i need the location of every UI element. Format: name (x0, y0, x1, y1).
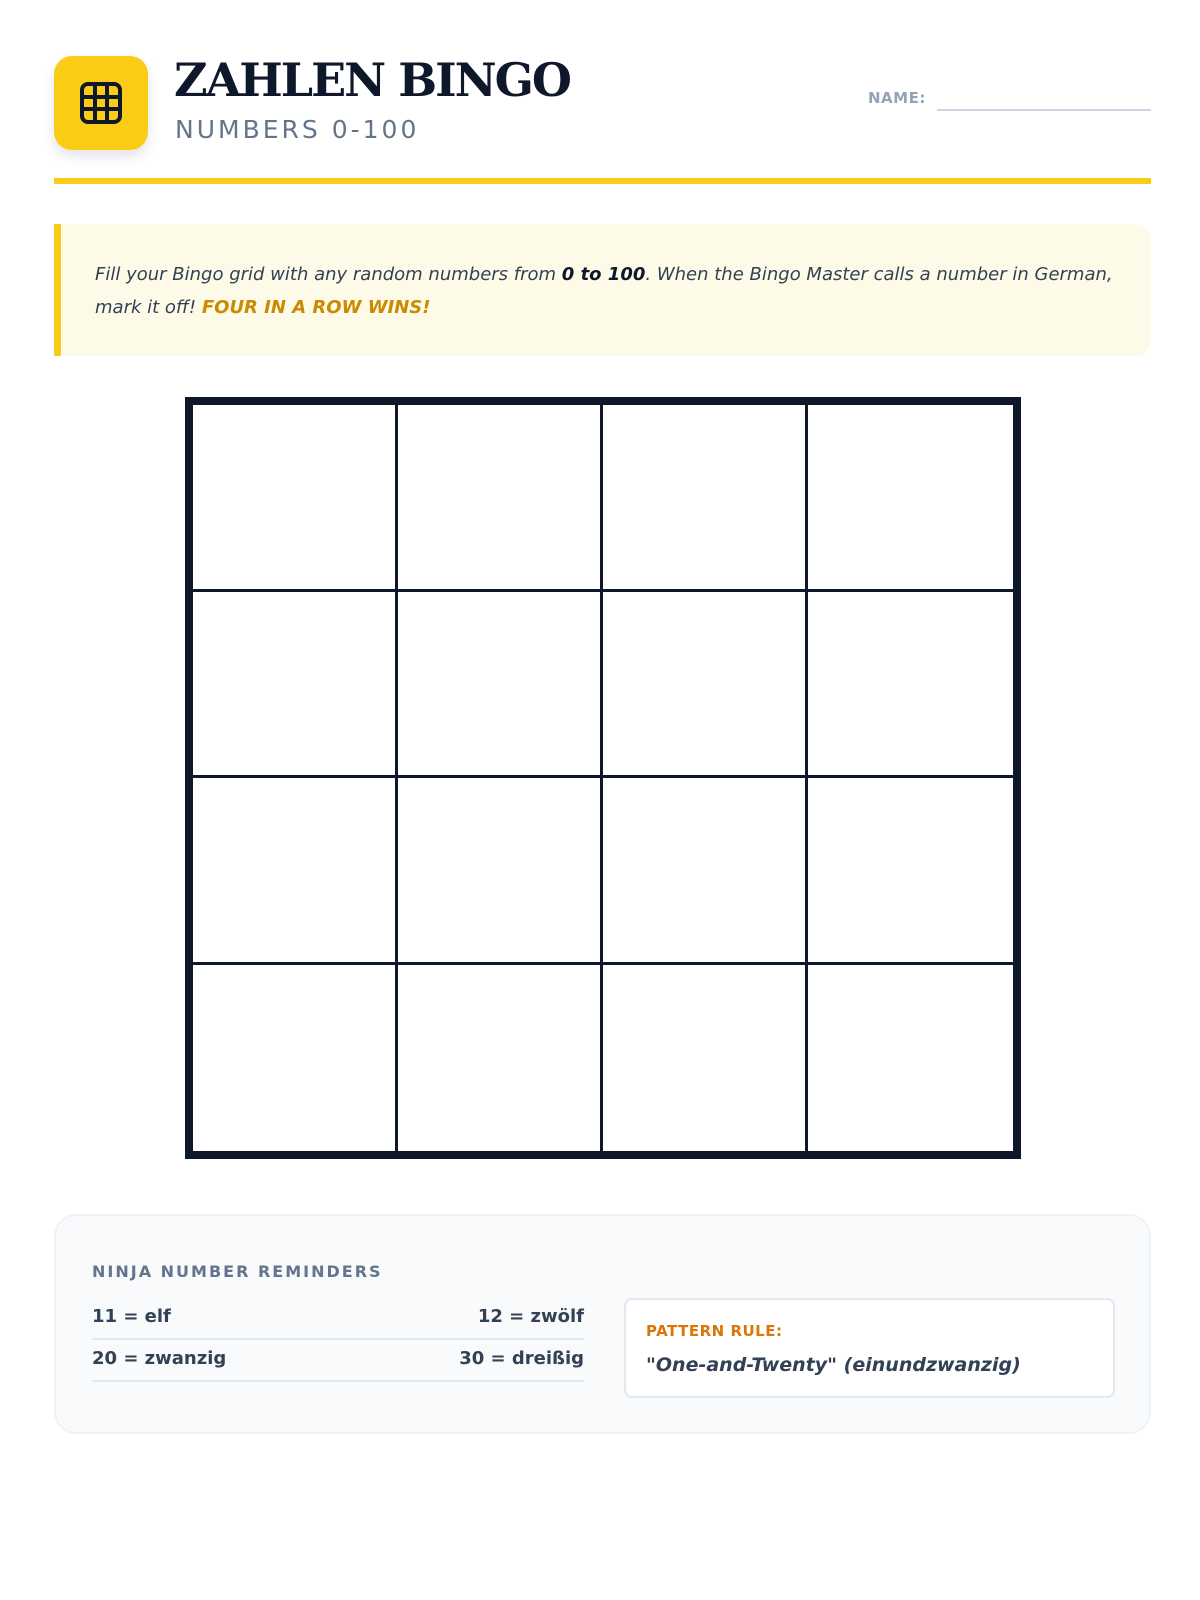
bingo-cell[interactable] (398, 405, 603, 592)
reminder-left: 20 = zwanzig (92, 1348, 227, 1369)
name-write-line[interactable] (937, 109, 1151, 111)
reminder-row (92, 1298, 584, 1340)
bingo-cell[interactable] (603, 592, 808, 779)
instructions-win-rule: FOUR IN A ROW WINS! (201, 297, 431, 318)
bingo-cell[interactable] (603, 778, 808, 965)
reminder-right: 30 = dreißig (459, 1348, 584, 1369)
bingo-grid (185, 397, 1021, 1159)
header-divider (54, 178, 1151, 184)
bingo-cell[interactable] (193, 592, 398, 779)
page-title: ZAHLEN BINGO (174, 53, 570, 107)
instructions-range: 0 to 100 (561, 264, 646, 285)
reminders-title: NINJA NUMBER REMINDERS (92, 1262, 383, 1281)
reminder-left: 11 = elf (92, 1306, 171, 1327)
name-label: NAME: (868, 89, 926, 107)
bingo-cell[interactable] (398, 778, 603, 965)
instructions-text-end: . When the Bingo Master calls a number in German, mark it off! (95, 264, 1113, 318)
bingo-cell[interactable] (603, 405, 808, 592)
bingo-cell[interactable] (808, 778, 1013, 965)
instructions-box (54, 224, 1151, 356)
pattern-rule-label: PATTERN RULE: (646, 1322, 783, 1340)
bingo-cell[interactable] (398, 965, 603, 1152)
reminder-right: 12 = zwölf (477, 1306, 584, 1327)
bingo-cell[interactable] (398, 592, 603, 779)
pattern-rule-text: "One-and-Twenty" (einundzwanzig) (646, 1354, 1021, 1376)
reminder-row (92, 1340, 584, 1382)
instructions-text-start: Fill your Bingo grid with any random numbers from (95, 264, 562, 285)
bingo-cell[interactable] (808, 405, 1013, 592)
bingo-cell[interactable] (603, 965, 808, 1152)
logo-tile (54, 56, 148, 150)
pattern-rule-box (624, 1298, 1115, 1398)
grid-icon (79, 81, 123, 125)
bingo-cell[interactable] (193, 965, 398, 1152)
bingo-cell[interactable] (193, 405, 398, 592)
bingo-cell[interactable] (808, 965, 1013, 1152)
page-subtitle: NUMBERS 0-100 (175, 115, 420, 144)
reminders-panel (54, 1214, 1151, 1434)
bingo-cell[interactable] (808, 592, 1013, 779)
bingo-cell[interactable] (193, 778, 398, 965)
